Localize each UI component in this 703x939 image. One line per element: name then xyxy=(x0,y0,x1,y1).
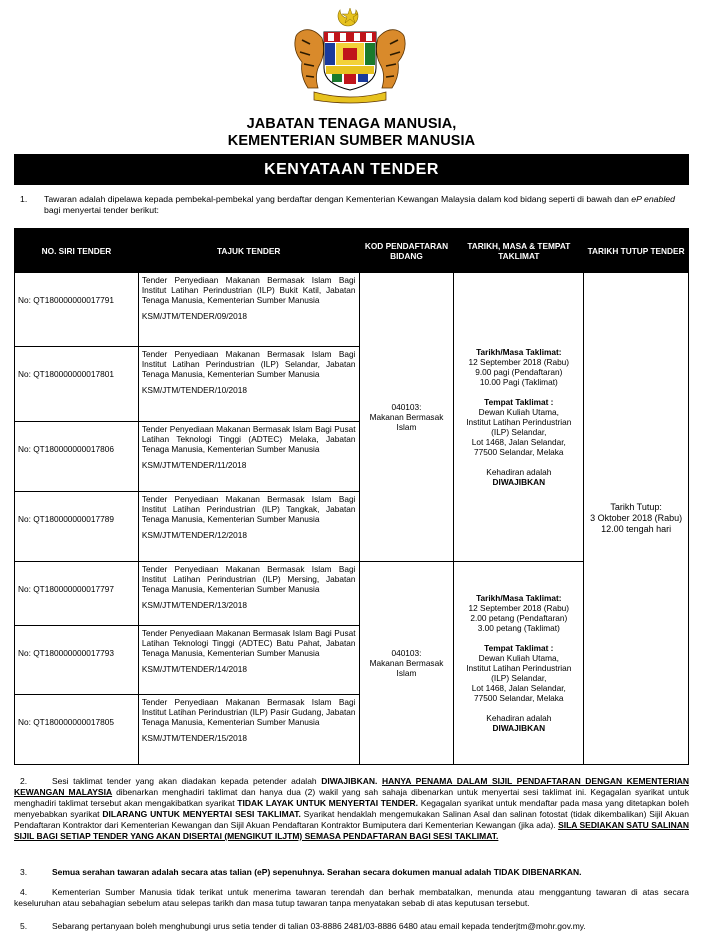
intro-paragraph: 1. Tawaran adalah dipelawa kepada pembekal-pembekal yang berdaftar dengan Kementerian Kewangan Malaysia dalam kod bidang seperti di bawah dan eP enabled bagi menyertai tender berikut: xyxy=(20,194,675,215)
paragraph-5-contact: 5. Sebarang pertanyaan boleh menghubungi urus setia tender di talian 03-8886 2481/03-8886 6480 atau email kepada tenderjtm@mohr.gov.my. xyxy=(20,921,586,931)
header-taklimat: TARIKH, MASA & TEMPAT TAKLIMAT xyxy=(454,229,584,273)
kod-bidang-cell: 040103: Makanan Bermasak Islam xyxy=(359,562,454,765)
tender-title-cell: Tender Penyediaan Makanan Bermasak Islam Bagi Pusat Latihan Teknologi Tinggi (ADTEC) Batu Pahat, Jabatan Tenaga Manusia, Kementerian Sumber Manusia KSM/JTM/TENDER/14/2018 xyxy=(138,626,359,694)
tender-title-cell: Tender Penyediaan Makanan Bermasak Islam Bagi Institut Latihan Perindustrian (ILP) Bukit Katil, Jabatan Tenaga Manusia, Kementerian Sumber Manusia KSM/JTM/TENDER/09/2018 xyxy=(138,273,359,347)
tender-title-cell: Tender Penyediaan Makanan Bermasak Islam Bagi Institut Latihan Perindustrian (ILP) Tangkak, Jabatan Tenaga Manusia, Kementerian Sumber Manusia KSM/JTM/TENDER/12/2018 xyxy=(138,491,359,561)
header-no-siri: NO. SIRI TENDER xyxy=(15,229,139,273)
tender-number-cell: No: QT180000000017805 xyxy=(15,694,139,764)
department-name-line1: JABATAN TENAGA MANUSIA, xyxy=(246,116,457,132)
table-row xyxy=(15,273,689,347)
tender-title-cell: Tender Penyediaan Makanan Bermasak Islam Bagi Institut Latihan Perindustrian (ILP) Selandar, Jabatan Tenaga Manusia, Kementerian Sumber Manusia KSM/JTM/TENDER/10/2018 xyxy=(138,347,359,421)
header-tajuk: TAJUK TENDER xyxy=(138,229,359,273)
tender-title-cell: Tender Penyediaan Makanan Bermasak Islam Bagi Institut Latihan Perindustrian (ILP) Pasir Gudang, Jabatan Tenaga Manusia, Kementerian Sumber Manusia KSM/JTM/TENDER/15/2018 xyxy=(138,694,359,764)
header-kod: KOD PENDAFTARAN BIDANG xyxy=(359,229,454,273)
tender-title-cell: Tender Penyediaan Makanan Bermasak Islam Bagi Pusat Latihan Teknologi Tinggi (ADTEC) Melaka, Jabatan Tenaga Manusia, Kementerian Sumber Manusia KSM/JTM/TENDER/11/2018 xyxy=(138,421,359,491)
tender-number-cell: No: QT180000000017801 xyxy=(15,347,139,421)
coat-of-arms-crest xyxy=(288,6,412,106)
tender-number-cell: No: QT180000000017797 xyxy=(15,562,139,626)
taklimat-cell: Tarikh/Masa Taklimat: 12 September 2018 (Rabu) 9.00 pagi (Pendaftaran) 10.00 Pagi (Taklimat) Tempat Taklimat : Dewan Kuliah Utama, Institut Latihan Perindustrian (ILP) Selandar, Lot 1468, Jalan Selandar, 77500 Selandar, Melaka Kehadiran adalah DIWAJIBKAN xyxy=(454,273,584,562)
tender-title-cell: Tender Penyediaan Makanan Bermasak Islam Bagi Institut Latihan Perindustrian (ILP) Mersing, Jabatan Tenaga Manusia, Kementerian Sumber Manusia KSM/JTM/TENDER/13/2018 xyxy=(138,562,359,626)
ministry-name-line2: KEMENTERIAN SUMBER MANUSIA xyxy=(227,133,476,149)
paragraph-3-online-submission: 3. Semua serahan tawaran adalah secara atas talian (eP) sepenuhnya. Serahan secara dokumen manual adalah TIDAK DIBENARKAN. xyxy=(20,867,582,877)
closing-date-cell: Tarikh Tutup: 3 Oktober 2018 (Rabu) 12.00 tengah hari xyxy=(584,273,689,765)
intro-number: 1. xyxy=(20,194,28,204)
header-tutup: TARIKH TUTUP TENDER xyxy=(584,229,689,273)
notice-title-banner: KENYATAAN TENDER xyxy=(14,154,689,185)
table-header-row xyxy=(15,229,689,273)
tender-number-cell: No: QT180000000017789 xyxy=(15,491,139,561)
kod-bidang-cell: 040103: Makanan Bermasak Islam xyxy=(359,273,454,562)
tender-number-cell: No: QT180000000017806 xyxy=(15,421,139,491)
paragraph-2-briefing-terms: 2. Sesi taklimat tender yang akan diadakan kepada petender adalah DIWAJIBKAN. HANYA PENAMA DALAM SIJIL PENDAFTARAN DENGAN KEMENTERIAN KEWANGAN MALAYSIA dibenarkan menghadiri taklimat dan hanya dua (2) wakil yang sah sahaja dibenarkan untuk menyertai sesi taklimat ini. Kegagalan syarikat untuk menghadiri taklimat tersebut akan mengakibatkan syarikat TIDAK LAYAK UNTUK MENYERTAI TENDER. Kegagalan syarikat untuk mendaftar pada masa yang ditetapkan boleh menyebabkan syarikat DILARANG UNTUK MENYERTAI SESI TAKLIMAT. Syarikat hendaklah mengemukakan Salinan Asal dan salinan fotostat (tidak dikembalikan) Sijil Akuan Pendaftaran Kontraktor dari Kementerian Kewangan dan Sijil Akuan Pendaftaran Kontraktor Bumiputera dari Kementerian Kewangan (jika ada). SILA SEDIAKAN SATU SALINAN SIJIL BAGI SETIAP TENDER YANG AKAN DISERTAI (MENGIKUT ILJTM) SEMASA PENDAFTARAN BAGI SESI TAKLIMAT. xyxy=(14,776,689,841)
tender-table xyxy=(14,228,689,765)
taklimat-cell: Tarikh/Masa Taklimat: 12 September 2018 (Rabu) 2.00 petang (Pendaftaran) 3.00 petang (Taklimat) Tempat Taklimat : Dewan Kuliah Utama, Institut Latihan Perindustrian (ILP) Selandar, Lot 1468, Jalan Selandar, 77500 Selandar, Melaka Kehadiran adalah DIWAJIBKAN xyxy=(454,562,584,765)
tender-number-cell: No: QT180000000017791 xyxy=(15,273,139,347)
paragraph-4-disclaimer: 4. Kementerian Sumber Manusia tidak terikat untuk menerima tawaran terendah dan berhak membatalkan, menunda atau menggantung tawaran di atas secara keseluruhan atau sebahagian sebelum atau selepas tarikh dan masa tutup tawaran tanpa menyatakan sebab di atas keputusan tersebut. xyxy=(14,887,689,908)
tender-number-cell: No: QT180000000017793 xyxy=(15,626,139,694)
